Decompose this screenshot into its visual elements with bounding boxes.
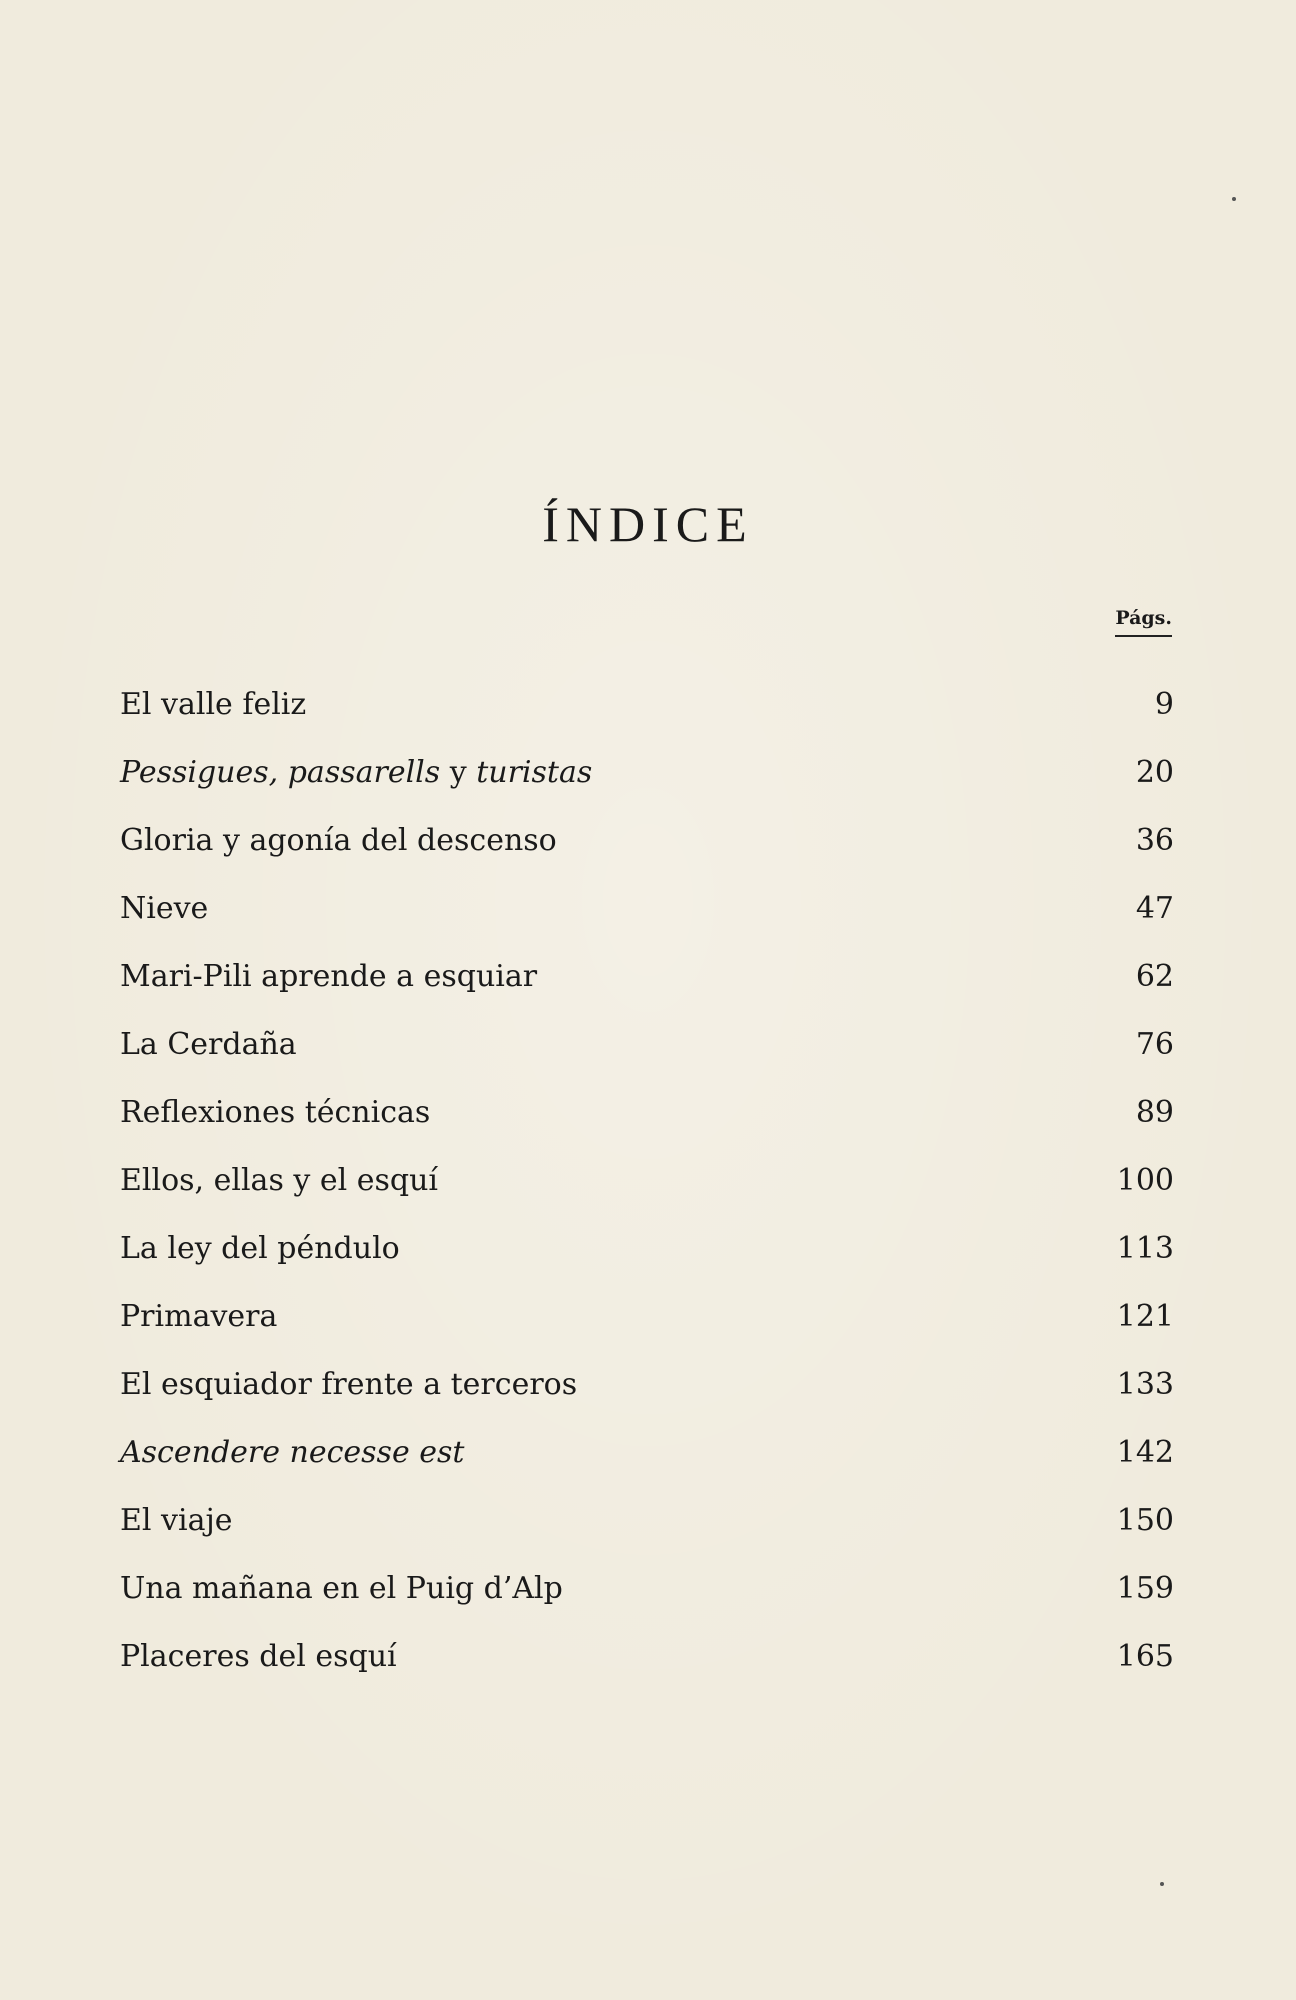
toc-entry-page: 159 <box>1116 1570 1174 1606</box>
toc-entry <box>120 1214 1174 1282</box>
toc-entry <box>120 1146 1174 1214</box>
toc-entry-title: Placeres del esquí <box>120 1638 397 1674</box>
toc-entry-page: 76 <box>1135 1026 1174 1062</box>
toc-entry-title <box>120 755 592 790</box>
toc-entry-page: 89 <box>1135 1094 1174 1130</box>
toc-entry-page: 36 <box>1135 822 1174 858</box>
toc-entry-title-italic: turistas <box>476 754 593 790</box>
toc-entry-title-italic: Ascendere necesse est <box>120 1434 465 1470</box>
toc-entry-title: Ellos, ellas y el esquí <box>120 1162 439 1198</box>
toc-entry-title: La ley del péndulo <box>120 1230 400 1266</box>
toc-entry <box>120 670 1174 738</box>
toc-entry <box>120 1078 1174 1146</box>
toc-entry <box>120 1350 1174 1418</box>
toc-entry-title: Reflexiones técnicas <box>120 1094 431 1130</box>
toc-entry <box>120 1418 1174 1486</box>
toc-entry <box>120 874 1174 942</box>
toc-entry-title: El viaje <box>120 1502 233 1538</box>
toc-entry-page: 47 <box>1135 890 1174 926</box>
toc-entry-title: Una mañana en el Puig d’Alp <box>120 1570 563 1606</box>
toc-entry <box>120 1622 1174 1690</box>
toc-entry-title: El valle feliz <box>120 686 307 722</box>
toc-entry <box>120 1282 1174 1350</box>
toc-entry-page: 142 <box>1116 1434 1174 1470</box>
toc-entry-title: Gloria y agonía del descenso <box>120 822 557 858</box>
toc-entry-page: 133 <box>1116 1366 1174 1402</box>
toc-entry-title: La Cerdaña <box>120 1026 297 1062</box>
pages-column-header: Págs. <box>1115 607 1172 637</box>
paper-speck <box>1232 197 1236 201</box>
toc-entry-title: Primavera <box>120 1298 278 1334</box>
toc-entry-page: 113 <box>1116 1230 1174 1266</box>
toc-entry-title <box>120 1435 464 1470</box>
toc-entry-page: 121 <box>1116 1298 1174 1334</box>
toc-entry-page: 9 <box>1154 686 1174 722</box>
toc-entry-title: Nieve <box>120 890 209 926</box>
toc-entry-title-roman: y <box>440 754 477 790</box>
toc-entry <box>120 806 1174 874</box>
toc-entry-page: 62 <box>1135 958 1174 994</box>
toc-entry-title: El esquiador frente a terceros <box>120 1366 578 1402</box>
toc-entry-page: 100 <box>1116 1162 1174 1198</box>
toc-entry <box>120 942 1174 1010</box>
toc-entry <box>120 1010 1174 1078</box>
toc-entry-title-italic: Pessigues, passarells <box>120 754 441 790</box>
toc-entry <box>120 1554 1174 1622</box>
toc-entry-page: 150 <box>1116 1502 1174 1538</box>
table-of-contents <box>120 670 1174 1690</box>
paper-speck <box>1160 1882 1164 1886</box>
toc-entry <box>120 738 1174 806</box>
toc-entry-page: 165 <box>1116 1638 1174 1674</box>
toc-entry-page: 20 <box>1135 754 1174 790</box>
toc-entry-title: Mari-Pili aprende a esquiar <box>120 958 538 994</box>
index-title: ÍNDICE <box>542 496 754 552</box>
toc-entry <box>120 1486 1174 1554</box>
